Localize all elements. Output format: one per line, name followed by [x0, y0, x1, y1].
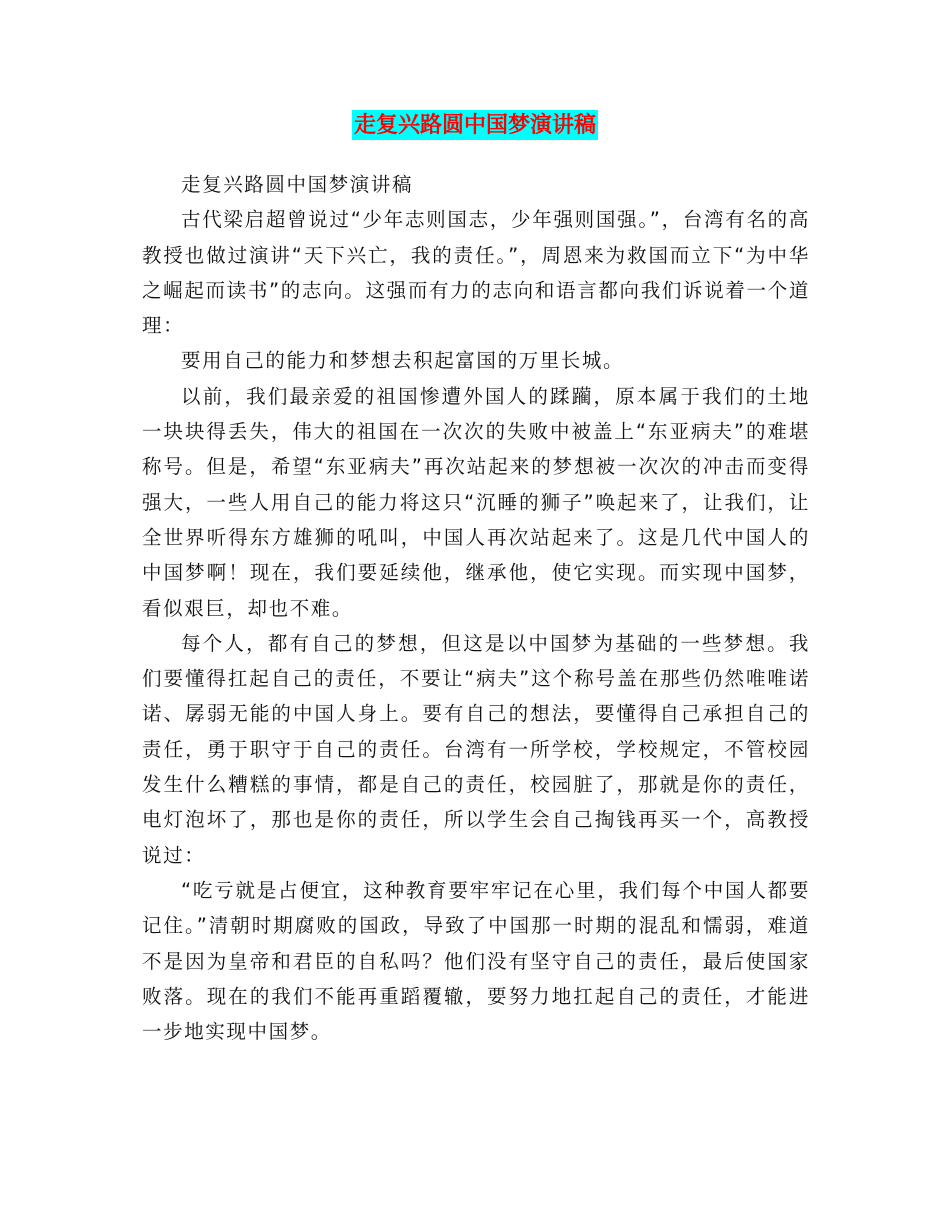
paragraph: 每个人，都有自己的梦想，但这是以中国梦为基础的一些梦想。我们要懂得扛起自己的责任，不要让“病夫”这个称号盖在那些仍然唯唯诺诺、孱弱无能的中国人身上。要有自己的想法，要懂得自己承担自己的责任，勇于职守于自己的责任。台湾有一所学校，学校规定，不管校园发生什么糟糕的事情，都是自己的责任，校园脏了，那就是你的责任，电灯泡坏了，那也是你的责任，所以学生会自己掏钱再买一个，高教授说过：: [142, 631, 810, 867]
paragraph-subtitle: 走复兴路圆中国梦演讲稿: [181, 173, 414, 196]
document-title: 走复兴路圆中国梦演讲稿: [353, 112, 596, 138]
title-container: [0, 110, 950, 140]
paragraph: 要用自己的能力和梦想去积起富国的万里长城。: [181, 349, 625, 373]
paragraph: “吃亏就是占便宜，这种教育要牢牢记在心里，我们每个中国人都要记住。”清朝时期腐败的国政，导致了中国那一时期的混乱和懦弱，难道不是因为皇帝和君臣的自私吗？他们没有坚守自己的责任，最后使国家败落。现在的我们不能再重蹈覆辙，要努力地扛起自己的责任，才能进一步地实现中国梦。: [142, 878, 810, 1044]
paragraph: 古代梁启超曾说过“少年志则国志，少年强则国强。”，台湾有名的高教授也做过演讲“天下兴亡，我的责任。”，周恩来为救国而立下“为中华之崛起而读书”的志向。这强而有力的志向和语言都向我们诉说着一个道理：: [142, 208, 810, 338]
document-body: [142, 167, 810, 1049]
paragraph: 以前，我们最亲爱的祖国惨遭外国人的蹂躏，原本属于我们的土地一块块得丢失，伟大的祖国在一次次的失败中被盖上“东亚病夫”的难堪称号。但是，希望“东亚病夫”再次站起来的梦想被一次次的冲击而变得强大，一些人用自己的能力将这只“沉睡的狮子”唤起来了，让我们，让全世界听得东方雄狮的吼叫，中国人再次站起来了。这是几代中国人的中国梦啊！现在，我们要延续他，继承他，使它实现。而实现中国梦，看似艰巨，却也不难。: [142, 384, 810, 620]
